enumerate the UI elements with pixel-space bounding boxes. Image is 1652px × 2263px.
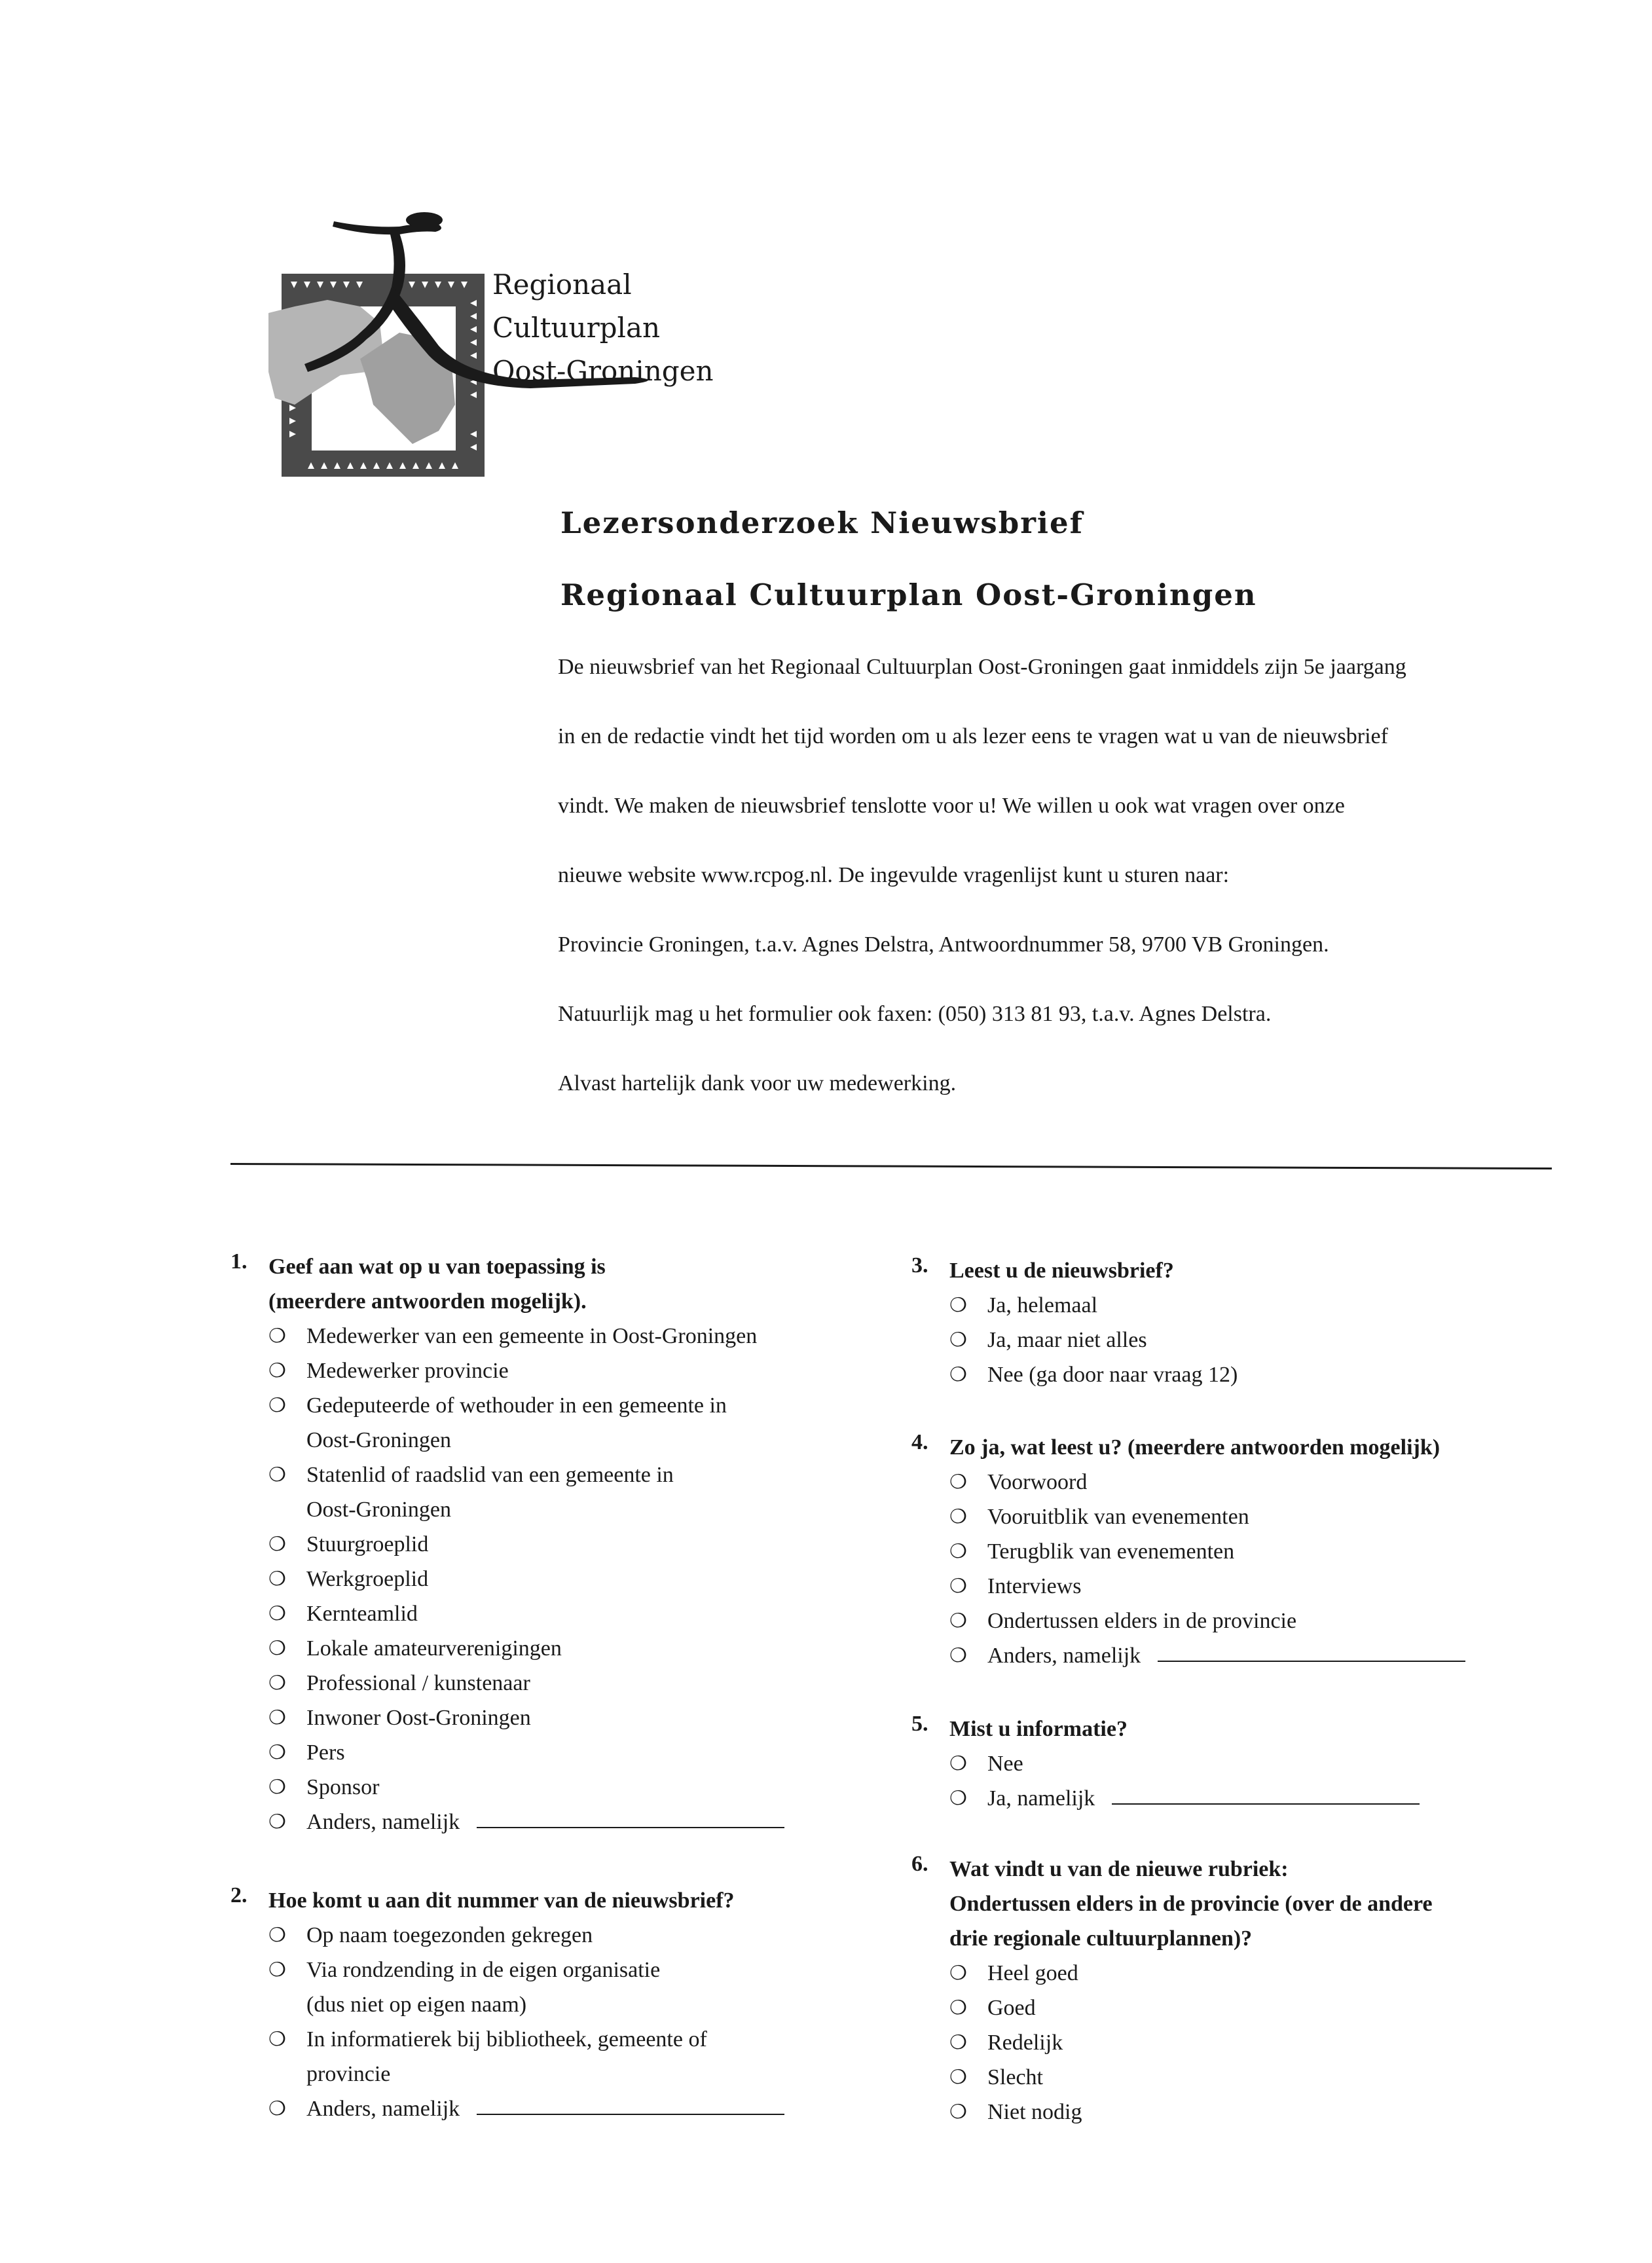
- radio-circle-icon[interactable]: ❍: [268, 1707, 286, 1729]
- option-label: Werkgroeplid: [306, 1567, 429, 1591]
- intro-line: in en de redactie vindt het tijd worden om u als lezer eens te vragen wat u van de nieuwsbrief: [558, 724, 1388, 748]
- radio-circle-icon[interactable]: ❍: [268, 1672, 286, 1694]
- option-label: Anders, namelijk: [987, 1644, 1141, 1668]
- answer-option[interactable]: [268, 1666, 784, 1701]
- option-label: Oost-Groningen: [306, 1498, 451, 1522]
- answer-option[interactable]: [949, 1534, 1465, 1569]
- option-label: Ondertussen elders in de provincie: [987, 1609, 1297, 1633]
- intro-line: De nieuwsbrief van het Regionaal Cultuurplan Oost-Groningen gaat inmiddels zijn 5e jaargang: [558, 655, 1406, 679]
- radio-circle-icon[interactable]: ❍: [949, 2032, 967, 2053]
- radio-circle-icon[interactable]: ❍: [949, 1997, 967, 2019]
- option-label: Ja, maar niet alles: [987, 1328, 1147, 1352]
- radio-circle-icon[interactable]: ❍: [268, 2029, 286, 2050]
- radio-circle-icon[interactable]: ❍: [949, 1295, 967, 1316]
- option-label: Professional / kunstenaar: [306, 1671, 530, 1695]
- answer-option[interactable]: [268, 1596, 784, 1631]
- radio-circle-icon[interactable]: ❍: [268, 1776, 286, 1798]
- answer-option[interactable]: [949, 1746, 1420, 1781]
- radio-circle-icon[interactable]: ❍: [268, 1742, 286, 1763]
- section-divider: [230, 1163, 1552, 1169]
- radio-circle-icon[interactable]: ❍: [949, 1506, 967, 1528]
- answer-option[interactable]: [268, 1631, 784, 1666]
- answer-option[interactable]: [949, 2025, 1433, 2060]
- question-text: Ondertussen elders in de provincie (over de andere: [949, 1892, 1433, 1916]
- question-5: [911, 1712, 1420, 1816]
- intro-text: [558, 651, 1579, 1137]
- option-label: In informatierek bij bibliotheek, gemeente of: [306, 2027, 707, 2051]
- radio-circle-icon[interactable]: ❍: [268, 1395, 286, 1416]
- question-heading: [230, 1249, 784, 1319]
- write-in-line[interactable]: [1158, 1638, 1465, 1662]
- question-heading: [911, 1430, 1465, 1465]
- radio-circle-icon[interactable]: ❍: [949, 1329, 967, 1351]
- answer-option[interactable]: [268, 1562, 784, 1596]
- question-2: [230, 1883, 784, 2126]
- option-label: Lokale amateurverenigingen: [306, 1636, 562, 1661]
- option-label: Statenlid of raadslid van een gemeente in: [306, 1463, 674, 1487]
- radio-circle-icon[interactable]: ❍: [268, 1464, 286, 1486]
- page-title: Lezersonderzoek Nieuwsbrief: [560, 506, 1084, 540]
- answer-option[interactable]: [949, 1288, 1238, 1323]
- answer-option-continued: [268, 1492, 784, 1527]
- option-label: Via rondzending in de eigen organisatie: [306, 1958, 661, 1982]
- option-label: Goed: [987, 1996, 1036, 2020]
- radio-circle-icon[interactable]: ❍: [268, 1603, 286, 1625]
- radio-circle-icon[interactable]: ❍: [949, 2067, 967, 2088]
- question-text: drie regionale cultuurplannen)?: [949, 1926, 1253, 1951]
- option-label: Vooruitblik van evenementen: [987, 1505, 1249, 1529]
- radio-circle-icon[interactable]: ❍: [268, 1360, 286, 1382]
- page-subtitle: Regionaal Cultuurplan Oost-Groningen: [560, 578, 1257, 612]
- question-number: 3.: [911, 1253, 928, 1278]
- radio-circle-icon[interactable]: ❍: [268, 1534, 286, 1555]
- logo-line: Oost-Groningen: [492, 355, 714, 387]
- logo-line: Regionaal: [492, 268, 632, 301]
- intro-line: vindt. We maken de nieuwsbrief tenslotte voor u! We willen u ook wat vragen over onze: [558, 794, 1345, 818]
- answer-option[interactable]: [949, 1604, 1465, 1638]
- question-text: Mist u informatie?: [949, 1717, 1128, 1741]
- question-6: [911, 1852, 1433, 2129]
- radio-circle-icon[interactable]: ❍: [268, 1959, 286, 1981]
- radio-circle-icon[interactable]: ❍: [949, 1364, 967, 1386]
- answer-option[interactable]: [268, 1388, 784, 1423]
- radio-circle-icon[interactable]: ❍: [949, 1575, 967, 1597]
- answer-option[interactable]: [268, 1735, 784, 1770]
- answer-option[interactable]: [268, 1918, 784, 1953]
- option-label: Op naam toegezonden gekregen: [306, 1923, 593, 1947]
- radio-circle-icon[interactable]: ❍: [949, 1471, 967, 1493]
- question-number: 4.: [911, 1430, 928, 1454]
- option-label: Anders, namelijk: [306, 2097, 460, 2121]
- answer-option[interactable]: [949, 1357, 1238, 1392]
- question-heading: [911, 1253, 1238, 1288]
- radio-circle-icon[interactable]: ❍: [268, 2098, 286, 2120]
- answer-option[interactable]: [949, 1569, 1465, 1604]
- option-label: Redelijk: [987, 2031, 1063, 2055]
- answer-option[interactable]: [268, 1319, 784, 1353]
- radio-circle-icon[interactable]: ❍: [949, 1645, 967, 1666]
- question-number: 1.: [230, 1249, 248, 1274]
- option-label: Oost-Groningen: [306, 1428, 451, 1452]
- answer-option[interactable]: [949, 1499, 1465, 1534]
- answer-option[interactable]: [949, 1465, 1465, 1499]
- answer-option-continued: [268, 1987, 784, 2022]
- question-heading: [230, 1883, 784, 1918]
- option-label: Inwoner Oost-Groningen: [306, 1706, 531, 1730]
- option-label: Interviews: [987, 1574, 1082, 1598]
- option-label: Ja, helemaal: [987, 1293, 1098, 1317]
- option-label: Medewerker van een gemeente in Oost-Groningen: [306, 1324, 758, 1348]
- radio-circle-icon[interactable]: ❍: [268, 1811, 286, 1833]
- radio-circle-icon[interactable]: ❍: [949, 1788, 967, 1809]
- question-heading: [911, 1852, 1433, 1956]
- radio-circle-icon[interactable]: ❍: [949, 1610, 967, 1632]
- intro-line: Natuurlijk mag u het formulier ook faxen: (050) 313 81 93, t.a.v. Agnes Delstra.: [558, 1002, 1272, 1026]
- answer-option[interactable]: [949, 2095, 1433, 2129]
- option-label: Anders, namelijk: [306, 1810, 460, 1834]
- radio-circle-icon[interactable]: ❍: [268, 1924, 286, 1946]
- question-text: Zo ja, wat leest u? (meerdere antwoorden mogelijk): [949, 1435, 1441, 1460]
- radio-circle-icon[interactable]: ❍: [268, 1325, 286, 1347]
- option-label: Kernteamlid: [306, 1602, 418, 1626]
- write-in-line[interactable]: [477, 2091, 784, 2115]
- answer-option[interactable]: [268, 2022, 784, 2057]
- write-in-line[interactable]: [1112, 1781, 1420, 1805]
- radio-circle-icon[interactable]: ❍: [268, 1568, 286, 1590]
- option-label: Nee (ga door naar vraag 12): [987, 1363, 1238, 1387]
- logo-line: Cultuurplan: [492, 312, 661, 344]
- answer-option[interactable]: [949, 1323, 1238, 1357]
- answer-option-continued: [268, 2057, 784, 2091]
- answer-option[interactable]: [949, 1781, 1420, 1816]
- question-text: Geef aan wat op u van toepassing is: [268, 1255, 606, 1279]
- option-label: provincie: [306, 2062, 391, 2086]
- option-label: Stuurgroeplid: [306, 1532, 429, 1556]
- answer-option[interactable]: [949, 1956, 1433, 1991]
- question-3: [911, 1253, 1238, 1392]
- option-label: (dus niet op eigen naam): [306, 1993, 527, 2017]
- answer-option[interactable]: [268, 2091, 784, 2126]
- option-indent: [268, 1423, 306, 1458]
- answer-option[interactable]: [949, 1991, 1433, 2025]
- option-indent: [268, 1987, 306, 2022]
- radio-circle-icon[interactable]: ❍: [949, 1962, 967, 1984]
- answer-option[interactable]: [949, 1638, 1465, 1673]
- option-label: Nee: [987, 1752, 1023, 1776]
- option-label: Voorwoord: [987, 1470, 1088, 1494]
- question-4: [911, 1430, 1465, 1673]
- question-text: Hoe komt u aan dit nummer van de nieuwsbrief?: [268, 1888, 735, 1913]
- radio-circle-icon[interactable]: ❍: [949, 2101, 967, 2123]
- option-label: Ja, namelijk: [987, 1786, 1095, 1811]
- option-label: Sponsor: [306, 1775, 380, 1799]
- option-label: Slecht: [987, 2065, 1043, 2089]
- question-number: 5.: [911, 1712, 928, 1736]
- option-label: Terugblik van evenementen: [987, 1539, 1235, 1564]
- answer-option[interactable]: [268, 1805, 784, 1839]
- question-number: 6.: [911, 1852, 928, 1876]
- answer-option[interactable]: [268, 1701, 784, 1735]
- write-in-line[interactable]: [477, 1805, 784, 1828]
- question-number: 2.: [230, 1883, 248, 1907]
- answer-option[interactable]: [268, 1770, 784, 1805]
- intro-line: Provincie Groningen, t.a.v. Agnes Delstra, Antwoordnummer 58, 9700 VB Groningen.: [558, 932, 1329, 957]
- answer-option-continued: [268, 1423, 784, 1458]
- answer-option[interactable]: [268, 1353, 784, 1388]
- question-text: (meerdere antwoorden mogelijk).: [268, 1289, 587, 1314]
- intro-line: nieuwe website www.rcpog.nl. De ingevulde vragenlijst kunt u sturen naar:: [558, 863, 1230, 887]
- answer-option[interactable]: [268, 1527, 784, 1562]
- option-indent: [268, 1492, 306, 1527]
- intro-line: Alvast hartelijk dank voor uw medewerking.: [558, 1071, 957, 1095]
- option-label: Niet nodig: [987, 2100, 1082, 2124]
- radio-circle-icon[interactable]: ❍: [949, 1753, 967, 1775]
- option-label: Pers: [306, 1740, 345, 1765]
- answer-option[interactable]: [949, 2060, 1433, 2095]
- option-label: Medewerker provincie: [306, 1359, 509, 1383]
- answer-option[interactable]: [268, 1953, 784, 1987]
- question-text: Leest u de nieuwsbrief?: [949, 1259, 1174, 1283]
- question-text: Wat vindt u van de nieuwe rubriek:: [949, 1857, 1289, 1881]
- radio-circle-icon[interactable]: ❍: [268, 1638, 286, 1659]
- radio-circle-icon[interactable]: ❍: [949, 1541, 967, 1562]
- answer-option[interactable]: [268, 1458, 784, 1492]
- option-label: Heel goed: [987, 1961, 1078, 1985]
- question-heading: [911, 1712, 1420, 1746]
- option-indent: [268, 2057, 306, 2091]
- option-label: Gedeputeerde of wethouder in een gemeente in: [306, 1393, 727, 1418]
- logo-wordmark: [492, 263, 714, 393]
- question-1: [230, 1249, 784, 1839]
